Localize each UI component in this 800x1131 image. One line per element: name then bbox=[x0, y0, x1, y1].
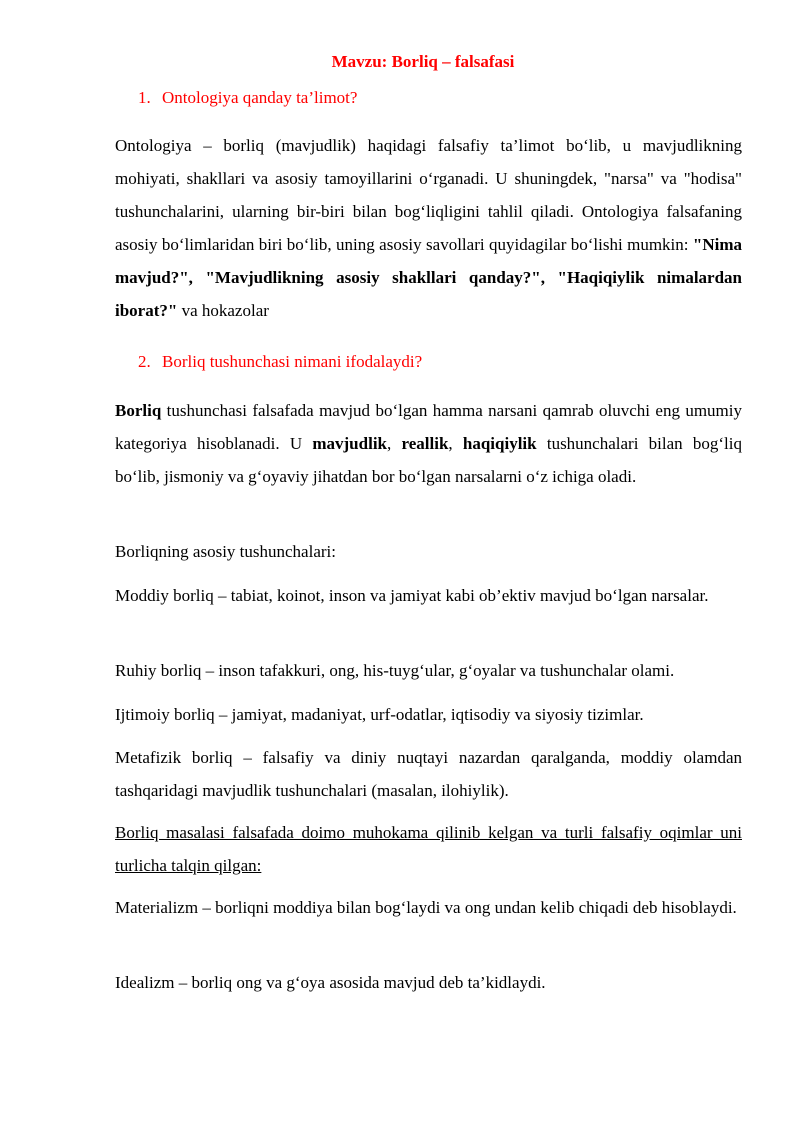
paragraph-ontology-text: Ontologiya – borliq (mavjudlik) haqidagi falsafiy ta’limot bo‘lib, u mavjudlikning mohiyati, shakllari va asosiy tamoyillarini o‘rganadi. U shuningdek, "narsa" va "hodisa" tushunchalarini, ularning bir-biri bilan bog‘liqligini tahlil qiladi. Ontologiya falsafaning asosiy bo‘limlaridan biri bo‘lib, uning asosiy savollari quyidagilar bo‘lishi mumkin: bbox=[115, 136, 742, 254]
paragraph-borliq bbox=[115, 394, 742, 493]
paragraph-ruhiy: Ruhiy borliq – inson tafakkuri, ong, his-tuyg‘ular, g‘oyalar va tushunchalar olami. bbox=[115, 661, 675, 680]
paragraph-ontology-tail: va hokazolar bbox=[177, 301, 269, 320]
paragraph-materializm: Materializm – borliqni moddiya bilan bog‘laydi va ong undan kelib chiqadi deb hisoblaydi. bbox=[115, 898, 737, 917]
paragraph-borliq-text-1: tushunchasi falsafada mavjud bo‘lgan hamma narsani qamrab oluvchi eng umumiy kategoriya hisoblanadi. U bbox=[115, 401, 742, 453]
question-1-number: 1. bbox=[138, 88, 151, 107]
question-1-text: Ontologiya qanday ta’limot? bbox=[162, 88, 358, 107]
paragraph-borliq-comma-2: , bbox=[448, 434, 463, 453]
question-2-text: Borliq tushunchasi nimani ifodalaydi? bbox=[162, 352, 423, 371]
question-2 bbox=[138, 350, 422, 374]
paragraph-ijtimoiy: Ijtimoiy borliq – jamiyat, madaniyat, urf-odatlar, iqtisodiy va siyosiy tizimlar. bbox=[115, 705, 644, 724]
paragraph-borliq-text-2: tushunchalari bilan bog‘liq bo‘lib, jismoniy va g‘oyaviy jihatdan bor bo‘lgan narsalarni o‘z ichiga oladi. bbox=[115, 434, 742, 486]
term-haqiqiylik: haqiqiylik bbox=[462, 434, 537, 453]
paragraph-metafizik: Metafizik borliq – falsafiy va diniy nuqtayi nazardan qaralganda, moddiy olamdan tashqaridagi mavjudlik tushunchalari (masalan, ilohiylik). bbox=[115, 748, 742, 800]
paragraph-underlined-intro: Borliq masalasi falsafada doimo muhokama qilinib kelgan va turli falsafiy oqimlar uni turlicha talqin qilgan: bbox=[115, 823, 742, 875]
term-borliq: Borliq bbox=[115, 401, 162, 420]
document-title: Mavzu: Borliq – falsafasi bbox=[331, 52, 515, 71]
paragraph-ontology bbox=[115, 129, 742, 327]
term-reallik: reallik bbox=[401, 434, 449, 453]
paragraph-idealizm: Idealizm – borliq ong va g‘oya asosida mavjud deb ta’kidlaydi. bbox=[115, 973, 546, 992]
question-1 bbox=[138, 86, 357, 110]
term-mavjudlik: mavjudlik bbox=[312, 434, 387, 453]
paragraph-moddiy: Moddiy borliq – tabiat, koinot, inson va jamiyat kabi ob’ektiv mavjud bo‘lgan narsalar. bbox=[115, 586, 709, 605]
question-2-number: 2. bbox=[138, 352, 151, 371]
paragraph-ontology-questions: "Nima mavjud?", "Mavjudlikning asosiy shakllari qanday?", "Haqiqiylik nimalardan iborat?" bbox=[115, 235, 742, 320]
paragraph-concepts-heading: Borliqning asosiy tushunchalari: bbox=[115, 542, 336, 561]
paragraph-borliq-comma-1: , bbox=[387, 434, 402, 453]
